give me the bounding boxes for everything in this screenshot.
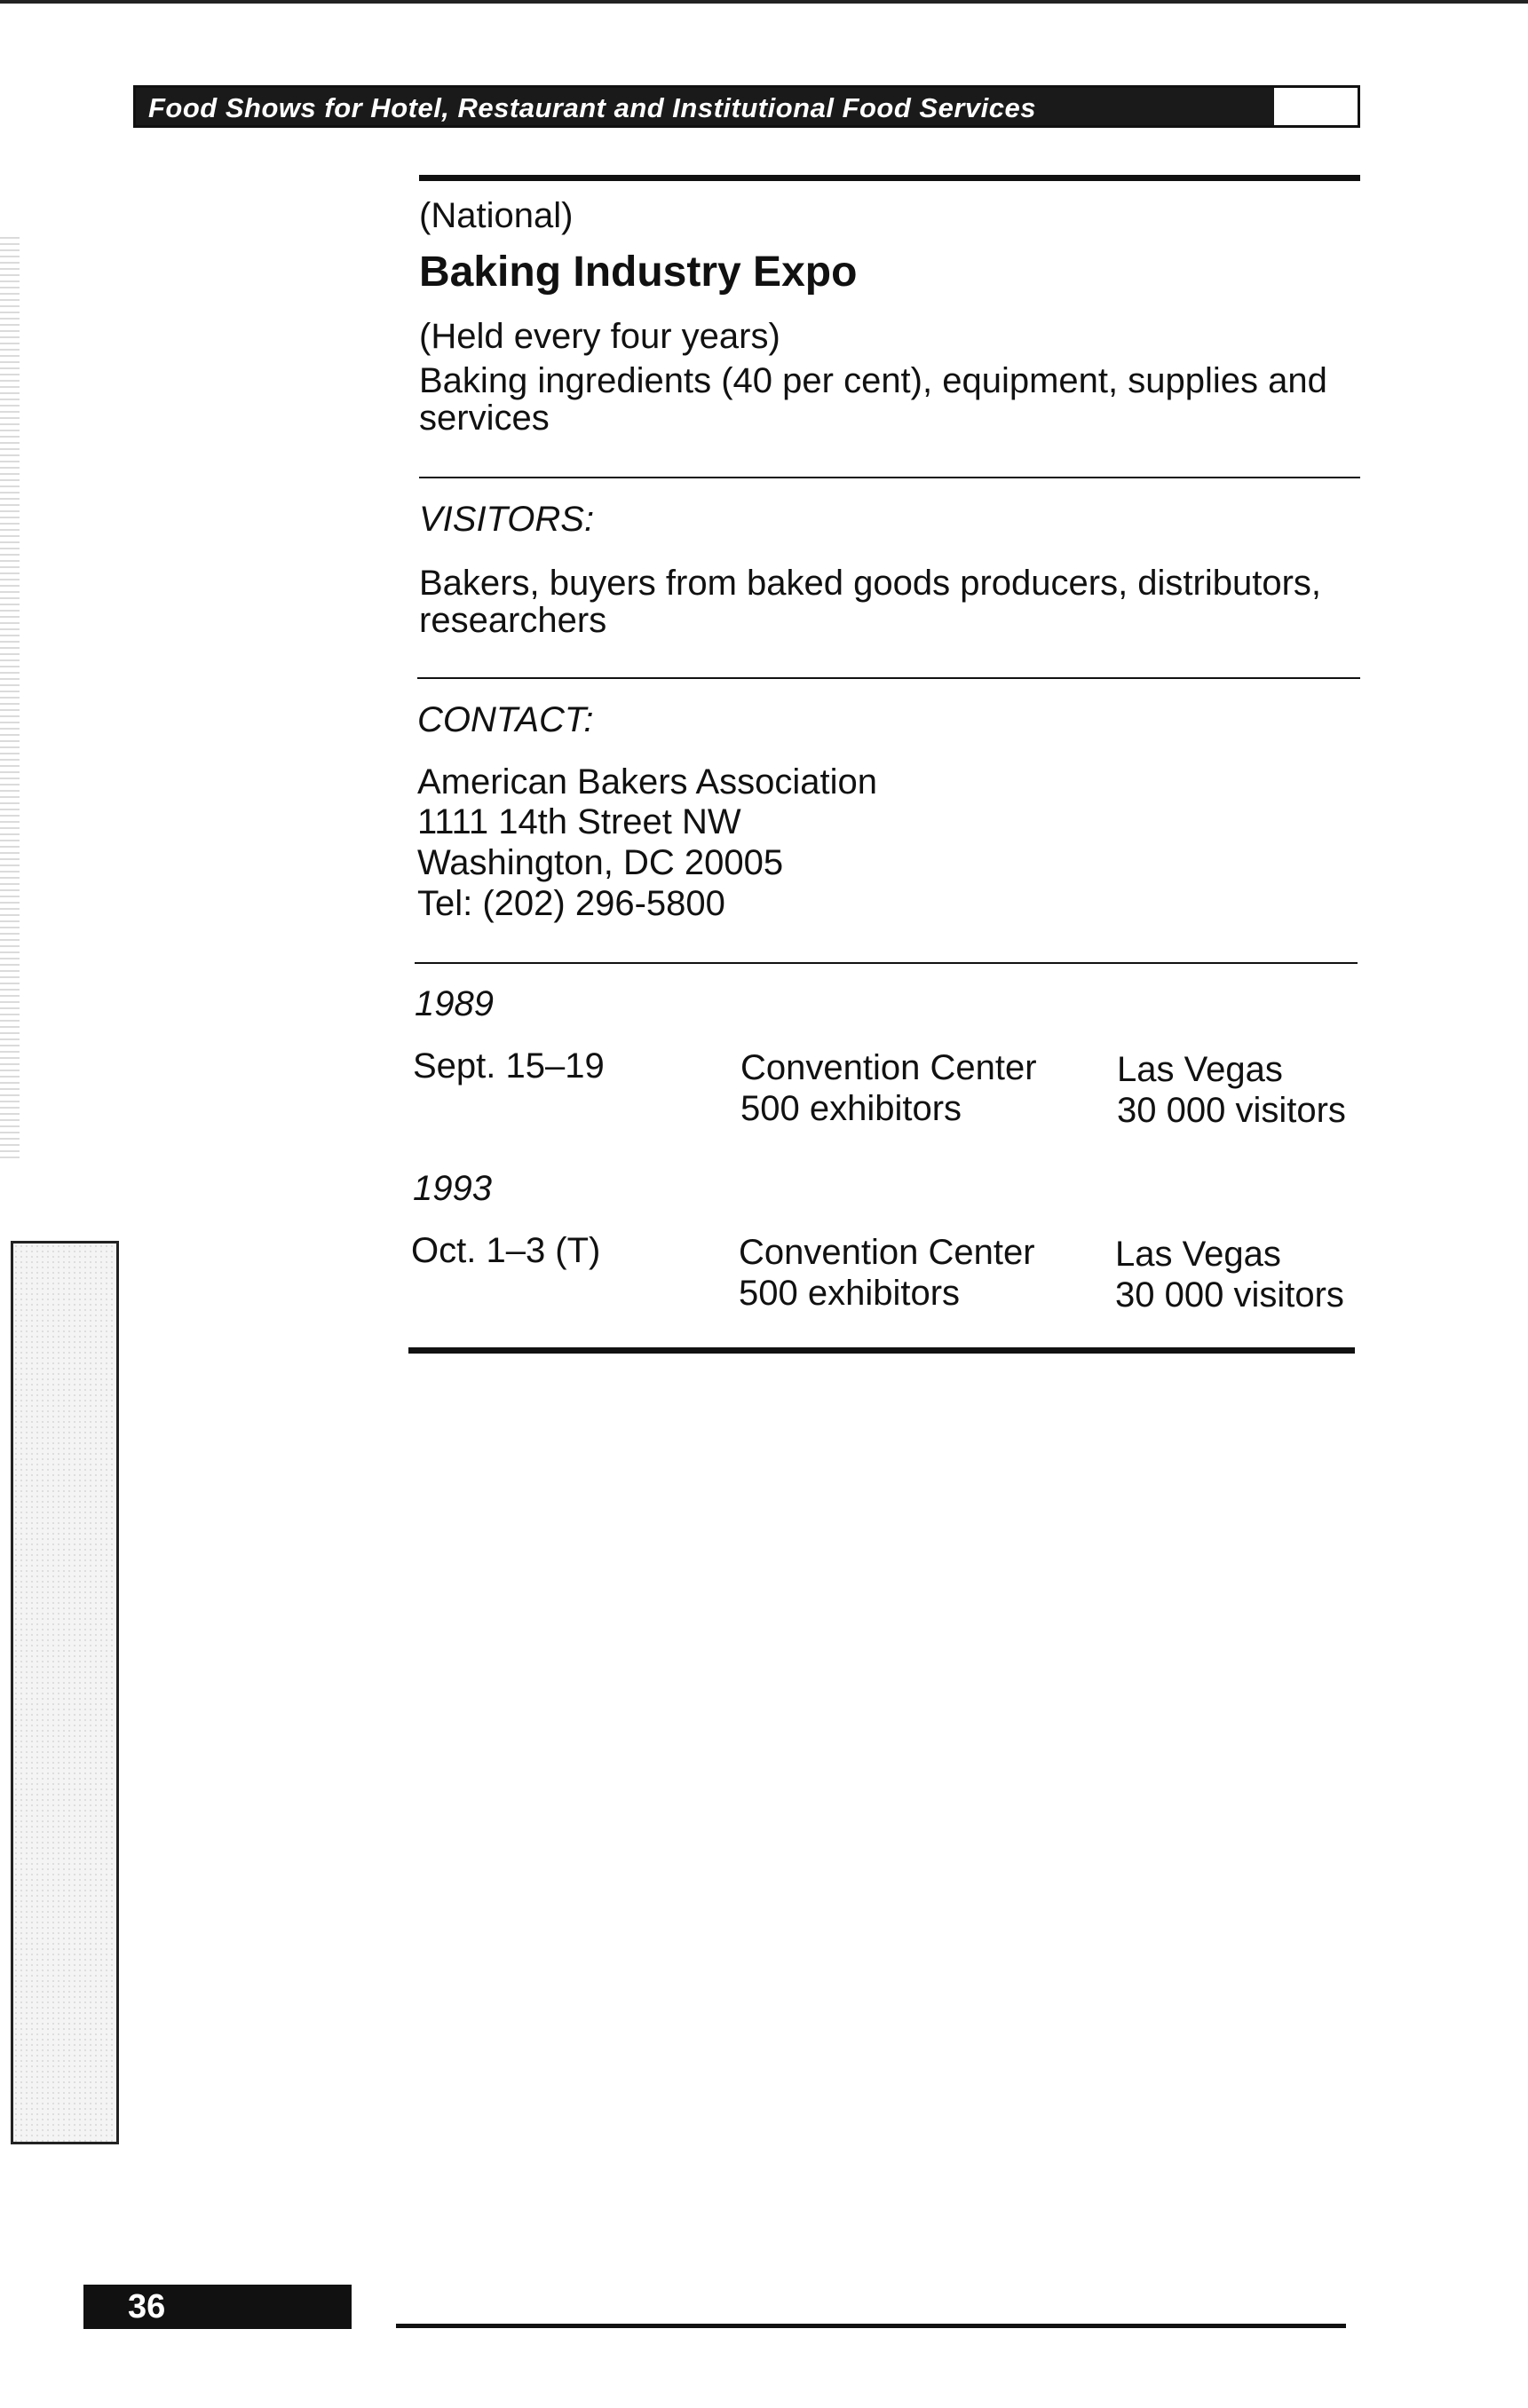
- event-exhibitors: 500 exhibitors: [740, 1089, 962, 1128]
- contact-line: American Bakers Association: [417, 762, 878, 801]
- contact-divider: [417, 677, 1360, 679]
- visitors-line: researchers: [419, 601, 607, 640]
- visitors-heading: VISITORS:: [419, 500, 595, 539]
- event-date: Sept. 15–19: [413, 1046, 605, 1086]
- event-exhibitors: 500 exhibitors: [739, 1274, 961, 1313]
- entry-top-rule: [419, 175, 1360, 181]
- contact-line: Tel: (202) 296-5800: [417, 884, 725, 923]
- visitors-line: Bakers, buyers from baked goods producers, distributors,: [419, 564, 1322, 603]
- page-number: 36: [128, 2288, 166, 2325]
- event-year: 1989: [415, 984, 494, 1023]
- event-year: 1993: [413, 1169, 492, 1208]
- event-venue: Convention Center: [740, 1048, 1037, 1087]
- entry-scope: (National): [419, 196, 574, 235]
- section-header-title: Food Shows for Hotel, Restaurant and Institutional Food Services: [148, 92, 1036, 123]
- side-tab-box: [11, 1241, 119, 2144]
- contact-line: 1111 14th Street NW: [417, 802, 741, 841]
- visitors-divider: [419, 477, 1360, 478]
- event-city: Las Vegas: [1115, 1235, 1281, 1274]
- event-venue: Convention Center: [739, 1233, 1035, 1272]
- page-binding-edge: [0, 235, 20, 1158]
- contact-line: Washington, DC 20005: [417, 843, 784, 882]
- events-divider: [415, 962, 1358, 964]
- page-number-box: [83, 2285, 352, 2329]
- entry-description-line: services: [419, 399, 550, 438]
- top-border-rule: [0, 0, 1528, 4]
- event-city: Las Vegas: [1117, 1050, 1283, 1089]
- event-date: Oct. 1–3 (T): [411, 1231, 601, 1270]
- event-visitors: 30 000 visitors: [1115, 1275, 1344, 1315]
- entry-bottom-rule: [408, 1347, 1355, 1354]
- footer-rule: [396, 2324, 1346, 2328]
- entry-title: Baking Industry Expo: [419, 249, 858, 296]
- contact-heading: CONTACT:: [417, 700, 594, 739]
- entry-frequency: (Held every four years): [419, 317, 780, 356]
- event-visitors: 30 000 visitors: [1117, 1091, 1346, 1130]
- section-header-banner: [133, 85, 1360, 128]
- entry-description-line: Baking ingredients (40 per cent), equipment, supplies and: [419, 361, 1327, 400]
